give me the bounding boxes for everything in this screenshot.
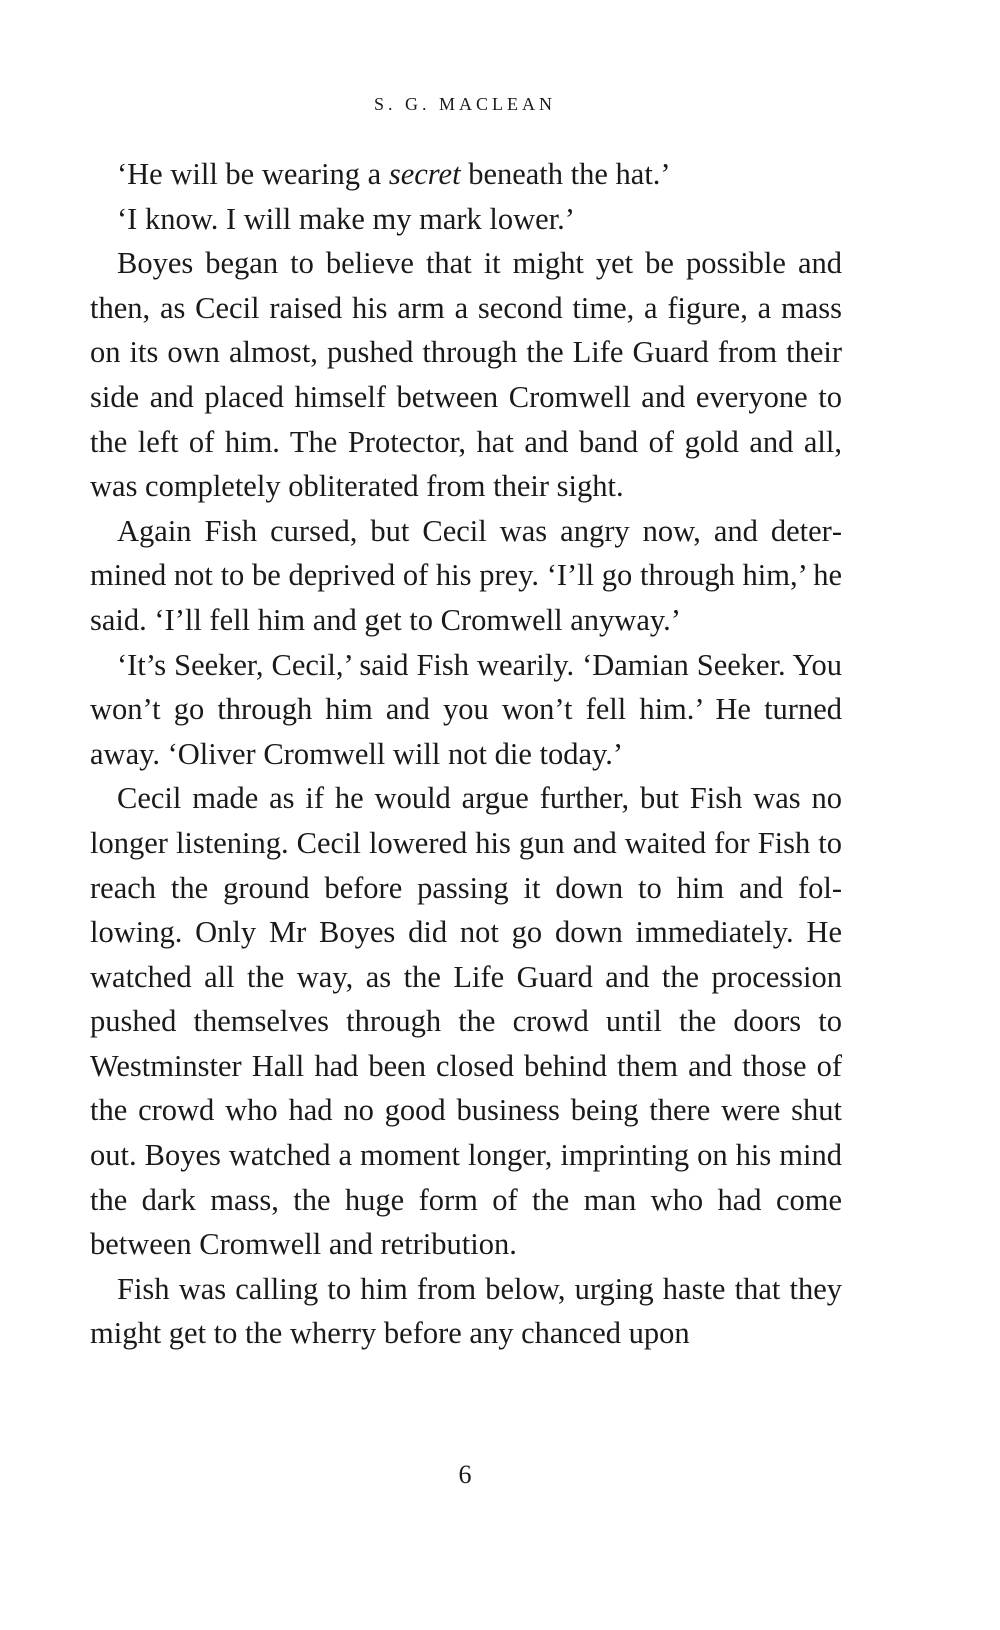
paragraph: ‘It’s Seeker, Cecil,’ said Fish wearily. ‘Damian Seeker. You won’t go through him and you won’t fell him.’ He turned away. ‘Oliver Cromwell will not die today.’ [90, 647, 842, 771]
paragraph-text: ‘He will be wearing a [117, 157, 389, 191]
paragraph [90, 152, 842, 197]
emphasized-word: secret [388, 157, 461, 191]
body-text [90, 152, 842, 1356]
running-head: S. G. MACLEAN [373, 94, 556, 114]
paragraph: ‘I know. I will make my mark lower.’ [117, 201, 575, 236]
page-number: 6 [458, 1460, 472, 1489]
paragraph: Boyes began to believe that it might yet be possible and then, as Cecil raised his arm a second time, a figure, a mass on its own almost, pushed through the Life Guard from their side and placed himself between Cromwell and everyone to the left of him. The Protector, hat and band of gold and all, was completely obliterated from their sight. [90, 246, 842, 504]
paragraph: Cecil made as if he would argue further, but Fish was no longer listening. Cecil lowered his gun and waited for Fish to reach the ground before passing it down to him and following. Only Mr Boyes did not go down immediately. He watched all the way, as the Life Guard and the procession pushed themselves through the crowd until the doors to Westminster Hall had been closed behind them and those of the crowd who had no good business being there were shut out. Boyes watched a moment longer, imprinting on his mind the dark mass, the huge form of the man who had come between Cromwell and retribution. [90, 781, 842, 1262]
paragraph: Again Fish cursed, but Cecil was angry now, and determined not to be deprived of his prey. ‘I’ll go through him,’ he said. ‘I’ll fell him and get to Cromwell anyway.’ [90, 513, 842, 637]
paragraph: Fish was calling to him from below, urging haste that they might get to the wherry before any chanced upon [90, 1271, 842, 1351]
paragraph-text: beneath the hat.’ [460, 157, 671, 191]
